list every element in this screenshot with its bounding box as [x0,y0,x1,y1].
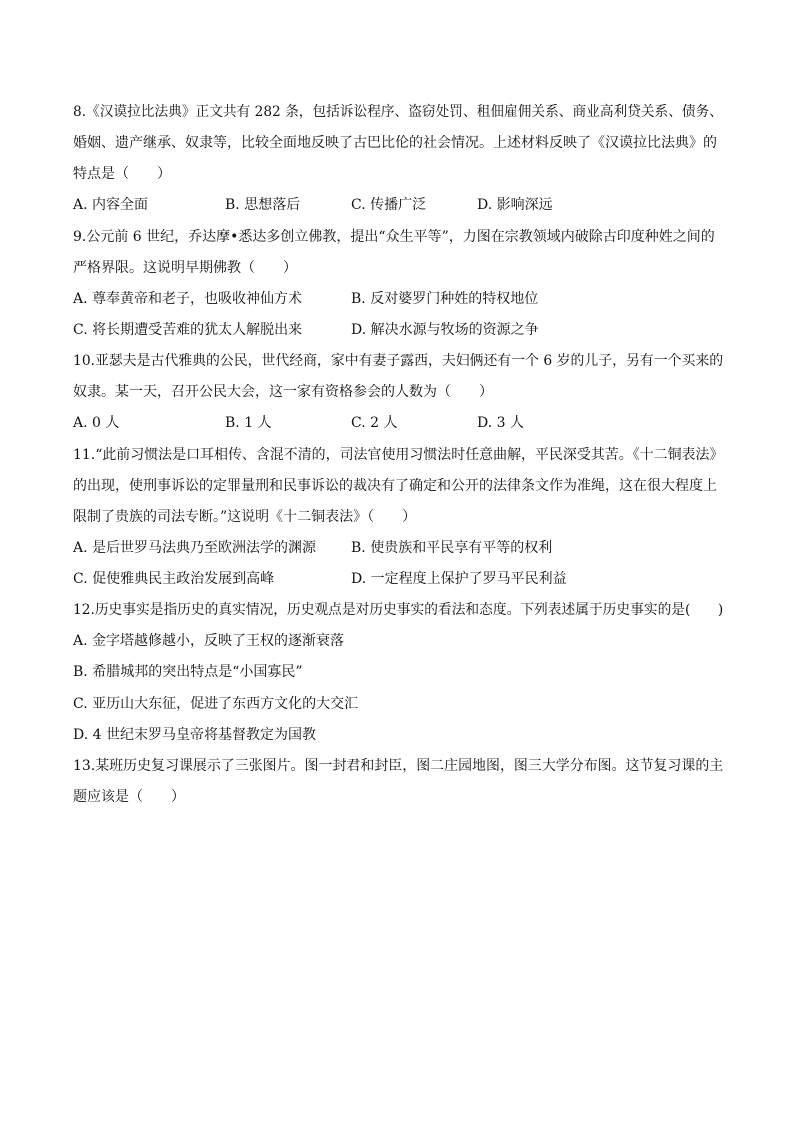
option-d: D. 影响深远 [477,197,553,213]
option-c: C. 促使雅典民主政治发展到高峰 [73,571,275,587]
option-b: B. 1 人 [225,415,272,431]
option-a: A. 尊奉黄帝和老子，也吸收神仙方术 [73,291,303,307]
option-d: D. 解决水源与牧场的资源之争 [351,322,539,338]
option-a: A. 是后世罗马法典乃至欧洲法学的渊源 [73,540,317,556]
option-a: A. 内容全面 [73,197,149,213]
question-11-line-3: 限制了贵族的司法专断。”这说明《十二铜表法》（ ） [73,509,417,525]
option-c: C. 将长期遭受苦难的犹太人解脱出来 [73,322,303,338]
option-d: D. 3 人 [477,415,524,431]
question-13-line-2: 题应该是（ ） [73,789,185,805]
question-11-options-row-1 [73,538,723,558]
question-12-option-a: A. 金字塔越修越小，反映了王权的逐渐衰落 [73,633,345,649]
option-a: A. 0 人 [73,415,120,431]
question-11-options-row-2 [73,569,723,589]
question-11-line-1: 11.“此前习惯法是口耳相传、含混不清的，司法官使用习惯法时任意曲解，平民深受其苦。《十二铜表法》 [73,447,724,463]
question-9-line-1: 9.公元前 6 世纪，乔达摩•悉达多创立佛教，提出“众生平等”，力图在宗教领域内破除古印度种姓之间的 [73,229,715,245]
question-9-options-row-1 [73,289,723,309]
question-9-options-row-2 [73,320,723,340]
option-b: B. 使贵族和平民享有平等的权利 [351,540,553,556]
question-8-line-1: 8.《汉谟拉比法典》正文共有 282 条，包括诉讼程序、盗窃处罚、租佃雇佣关系、商业高利贷关系、债务、 [73,104,723,120]
option-d: D. 一定程度上保护了罗马平民利益 [351,571,567,587]
question-12-option-c: C. 亚历山大东征，促进了东西方文化的大交汇 [73,696,359,712]
question-8-options [73,195,723,215]
option-b: B. 反对婆罗门种姓的特权地位 [351,291,539,307]
question-8-line-3: 特点是（ ） [73,166,171,182]
option-c: C. 2 人 [351,415,398,431]
question-13-line-1: 13.某班历史复习课展示了三张图片。图一封君和封臣，图二庄园地图，图三大学分布图。这节复习课的主 [73,758,724,774]
question-12-line-1: 12.历史事实是指历史的真实情况，历史观点是对历史事实的看法和态度。下列表述属于历史事实的是( ) [73,602,724,618]
question-8-line-2: 婚姻、遗产继承、奴隶等，比较全面地反映了古巴比伦的社会情况。上述材料反映了《汉谟拉比法典》的 [73,135,717,151]
option-b: B. 思想落后 [225,197,301,213]
question-12-option-b: B. 希腊城邦的突出特点是“小国寡民” [73,664,303,680]
question-10-line-1: 10.亚瑟夫是古代雅典的公民，世代经商，家中有妻子露西，夫妇俩还有一个 6 岁的儿子，另有一个买来的 [73,353,724,369]
question-11-line-2: 的出现，使刑事诉讼的定罪量刑和民事诉讼的裁决有了确定和公开的法律条文作为准绳，这在很大程度上 [73,478,717,494]
option-c: C. 传播广泛 [351,197,427,213]
question-10-line-2: 奴隶。某一天，召开公民大会，这一家有资格参会的人数为（ ） [73,384,493,400]
question-10-options [73,413,723,433]
question-9-line-2: 严格界限。这说明早期佛教（ ） [73,260,297,276]
question-12-option-d: D. 4 世纪末罗马皇帝将基督教定为国教 [73,727,316,743]
